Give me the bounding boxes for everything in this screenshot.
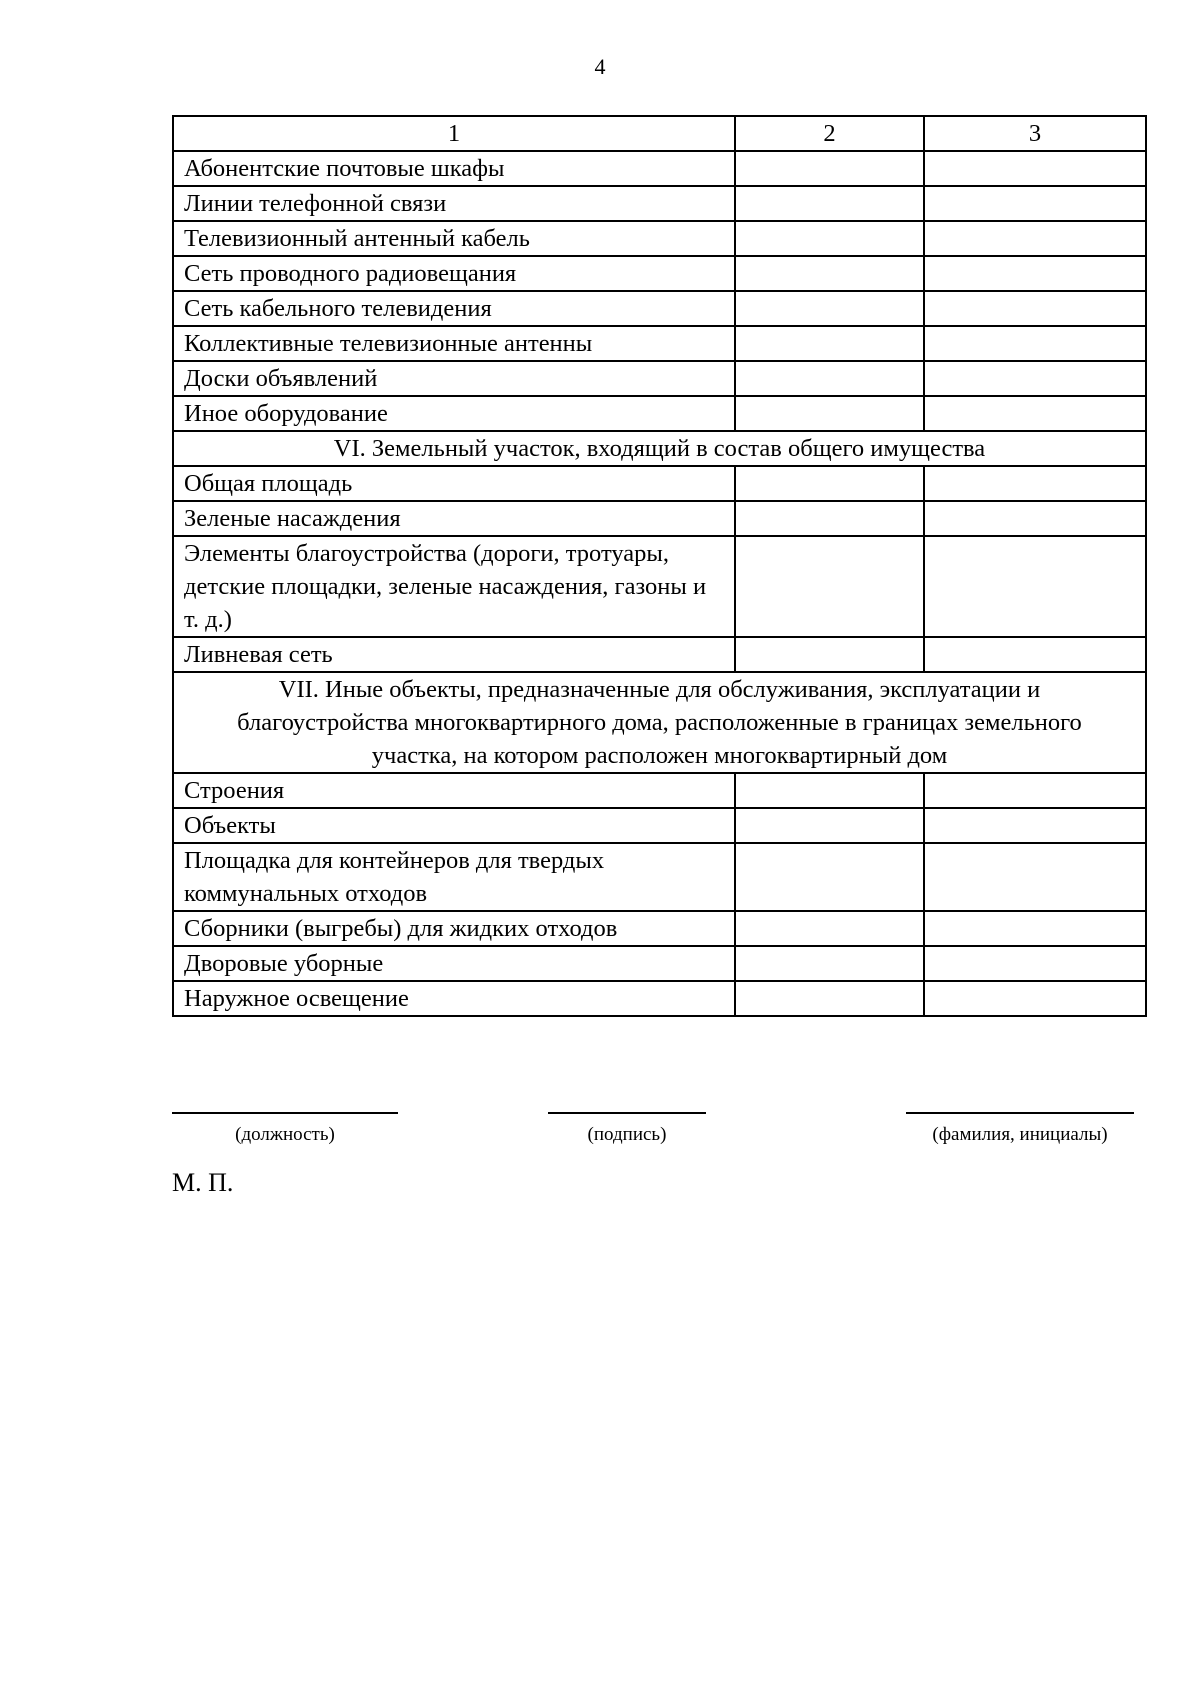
item-label: Иное оборудование [173,396,735,431]
table-row [173,221,1146,256]
table-row [173,911,1146,946]
item-value-col-3[interactable] [924,396,1146,431]
table-row [173,291,1146,326]
item-value-col-2[interactable] [735,946,924,981]
table-row [173,773,1146,808]
item-value-col-2[interactable] [735,221,924,256]
item-value-col-2[interactable] [735,186,924,221]
signature-block [0,1112,1200,1172]
item-value-col-3[interactable] [924,151,1146,186]
section-heading: VI. Земельный участок, входящий в состав общего имущества [173,431,1146,466]
item-value-col-3[interactable] [924,466,1146,501]
name-line [906,1112,1134,1114]
item-value-col-3[interactable] [924,326,1146,361]
section-heading-row [173,672,1146,773]
table-row [173,396,1146,431]
item-value-col-3[interactable] [924,501,1146,536]
table-row [173,466,1146,501]
signature-line [548,1112,706,1114]
item-label: Строения [173,773,735,808]
item-label: Абонентские почтовые шкафы [173,151,735,186]
item-value-col-3[interactable] [924,256,1146,291]
table-row [173,536,1146,637]
item-label: Коллективные телевизионные антенны [173,326,735,361]
item-value-col-2[interactable] [735,911,924,946]
table-row [173,256,1146,291]
section-heading: VII. Иные объекты, предназначенные для обслуживания, эксплуатации и благоустройства многоквартирного дома, расположенные в границах земельного участка, на котором расположен многоквартирный дом [173,672,1146,773]
item-value-col-3[interactable] [924,911,1146,946]
item-value-col-2[interactable] [735,843,924,911]
item-value-col-3[interactable] [924,186,1146,221]
item-value-col-2[interactable] [735,361,924,396]
item-value-col-3[interactable] [924,361,1146,396]
table-row [173,186,1146,221]
table-row [173,637,1146,672]
item-label: Доски объявлений [173,361,735,396]
signature-label: (подпись) [587,1124,667,1145]
item-value-col-2[interactable] [735,808,924,843]
item-value-col-3[interactable] [924,221,1146,256]
item-value-col-2[interactable] [735,536,924,637]
item-label: Сеть кабельного телевидения [173,291,735,326]
item-label: Общая площадь [173,466,735,501]
item-value-col-3[interactable] [924,843,1146,911]
name-label: (фамилия, инициалы) [932,1124,1108,1145]
table-row [173,843,1146,911]
item-value-col-2[interactable] [735,981,924,1016]
item-label: Площадка для контейнеров для твердых коммунальных отходов [173,843,735,911]
item-value-col-3[interactable] [924,946,1146,981]
item-label: Объекты [173,808,735,843]
item-label: Дворовые уборные [173,946,735,981]
page-number: 4 [594,54,606,79]
item-value-col-2[interactable] [735,151,924,186]
item-label: Наружное освещение [173,981,735,1016]
table-row [173,501,1146,536]
item-label: Ливневая сеть [173,637,735,672]
section-heading-row [173,431,1146,466]
position-label: (должность) [235,1124,335,1145]
table-body [173,116,1146,1016]
item-value-col-2[interactable] [735,466,924,501]
item-value-col-2[interactable] [735,256,924,291]
item-label: Элементы благоустройства (дороги, тротуары, детские площадки, зеленые насаждения, газоны и т. д.) [173,536,735,637]
item-label: Сборники (выгребы) для жидких отходов [173,911,735,946]
table-row [173,151,1146,186]
item-value-col-3[interactable] [924,773,1146,808]
item-value-col-3[interactable] [924,637,1146,672]
item-value-col-3[interactable] [924,808,1146,843]
position-line [172,1112,398,1114]
header-col-2: 2 [735,116,924,151]
table-row [173,946,1146,981]
item-value-col-2[interactable] [735,501,924,536]
table-row [173,981,1146,1016]
table-row [173,361,1146,396]
item-value-col-2[interactable] [735,291,924,326]
item-value-col-3[interactable] [924,981,1146,1016]
item-value-col-2[interactable] [735,326,924,361]
table-header-row [173,116,1146,151]
table-row [173,326,1146,361]
item-value-col-3[interactable] [924,291,1146,326]
item-label: Линии телефонной связи [173,186,735,221]
item-value-col-2[interactable] [735,396,924,431]
item-label: Зеленые насаждения [173,501,735,536]
common-property-table [172,115,1147,1017]
item-value-col-2[interactable] [735,637,924,672]
item-value-col-2[interactable] [735,773,924,808]
item-label: Сеть проводного радиовещания [173,256,735,291]
header-col-3: 3 [924,116,1146,151]
table-row [173,808,1146,843]
item-label: Телевизионный антенный кабель [173,221,735,256]
item-value-col-3[interactable] [924,536,1146,637]
stamp-placeholder: М. П. [172,1168,234,1197]
header-col-1: 1 [173,116,735,151]
